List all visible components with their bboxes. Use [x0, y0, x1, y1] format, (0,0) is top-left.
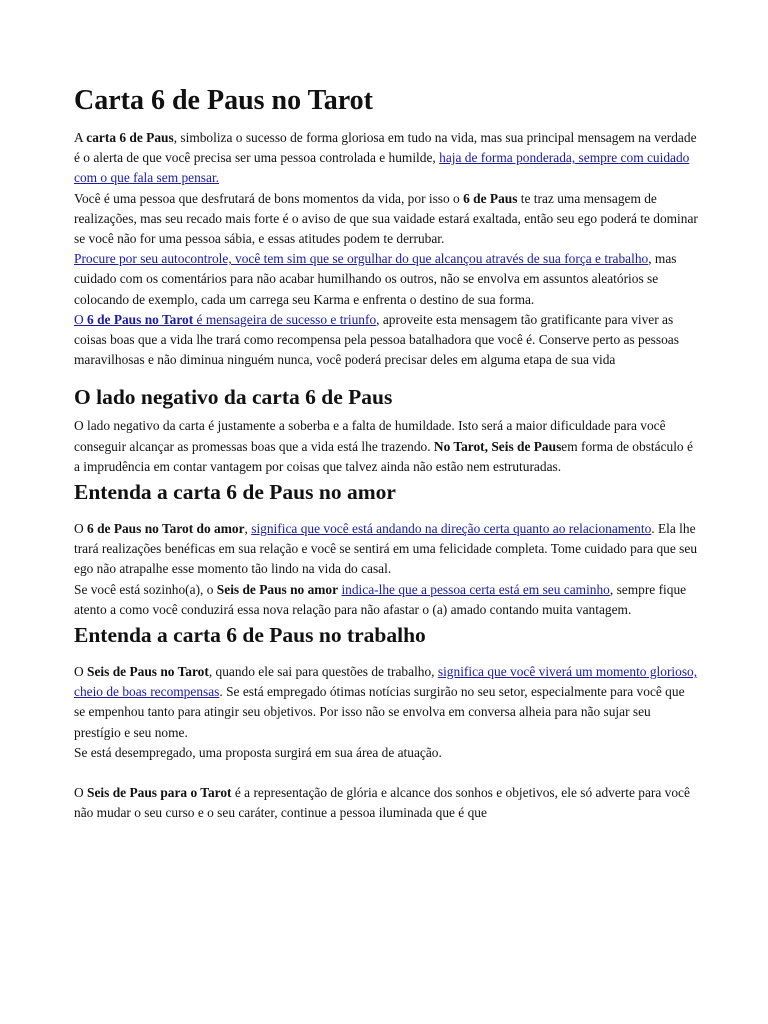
- document-page: [74, 82, 698, 823]
- bold-text: 6 de Paus: [463, 190, 518, 206]
- text: Se está desempregado, uma proposta surgirá em sua área de atuação.: [74, 744, 442, 760]
- link-procure-autocontrole[interactable]: Procure por seu autocontrole, você tem sim que se orgulhar do que alcançou através de sua força e trabalho: [74, 251, 649, 267]
- work-paragraph-1: [74, 662, 698, 743]
- text: , aproveite esta mensagem tão gratificante para viver as coisas boas que a vida lhe trará como recompensa pela pessoa batalhadora que você é. Conserve perto as pessoas maravilhosas e não diminua ninguém nunca, você poderá precisar deles em alguma etapa de sua vida: [74, 311, 679, 368]
- link-bold-text: 6 de Paus no Tarot: [87, 311, 194, 327]
- link-text: O: [74, 311, 88, 327]
- text: , simboliza o sucesso de forma gloriosa em tudo na vida, mas sua principal mensagem na verdade é o alerta de que você precisa ser uma pessoa controlada e humilde,: [74, 130, 697, 166]
- page-title: Carta 6 de Paus no Tarot: [74, 85, 373, 116]
- heading-amor: Entenda a carta 6 de Paus no amor: [74, 480, 396, 505]
- text: , sempre fique atento a como você conduzirá essa nova relação para não afastar o (a) amado contando muita vantagem.: [74, 581, 687, 617]
- text: . Ela lhe trará realizações benéficas em sua relação e você se sentirá em uma felicidade completa. Tome cuidado para que seu ego não atrapalhe esse momento tão lindo na vida do casal.: [74, 521, 698, 577]
- text: em forma de obstáculo é a imprudência em contar vantagem por coisas que talvez ainda não estão nem estruturadas.: [74, 438, 693, 474]
- bold-text: carta 6 de Paus: [86, 130, 174, 145]
- text: O: [74, 521, 88, 537]
- link-direcao-certa[interactable]: significa que você está andando na direção certa quanto ao relacionamento: [251, 521, 652, 537]
- love-paragraph-2: [74, 580, 698, 620]
- text: O: [74, 785, 88, 801]
- work-paragraph-2: [74, 743, 698, 763]
- love-paragraph-1: [74, 519, 698, 580]
- heading-trabalho: Entenda a carta 6 de Paus no trabalho: [74, 623, 426, 648]
- text: ,: [244, 521, 252, 537]
- link-momento-glorioso[interactable]: significa que você viverá um momento glorioso, cheio de boas recompensas: [74, 664, 698, 700]
- intro-paragraph-1: [74, 128, 698, 189]
- text: Você é uma pessoa que desfrutará de bons momentos da vida, por isso o: [74, 190, 464, 206]
- text: , quando ele sai para questões de trabalho,: [208, 664, 438, 680]
- bold-text: Seis de Paus no amor: [216, 581, 339, 597]
- link-mensageira-de-sucesso[interactable]: [74, 312, 376, 327]
- text: O lado negativo da carta é justamente a soberba e a falta de humildade. Isto será a maior dificuldade para você conseguir alcançar as promessas boas que a vida está lhe trazendo.: [74, 418, 666, 454]
- link-haja-de-forma-ponderada[interactable]: haja de forma ponderada, sempre com cuidado com o que fala sem pensar.: [74, 150, 690, 186]
- text: O: [74, 664, 88, 680]
- text: te traz uma mensagem de realizações, mas seu recado mais forte é o aviso de que sua vaidade estará exaltada, então seu ego poderá te dominar se você não for uma pessoa sábia, e essas atitudes podem te derrubar.: [74, 190, 698, 247]
- bold-text: Seis de Paus no Tarot: [87, 664, 209, 680]
- intro-paragraph-4: [74, 310, 698, 371]
- link-pessoa-certa[interactable]: indica-lhe que a pessoa certa está em seu caminho: [341, 581, 610, 597]
- text: A: [74, 130, 87, 145]
- bold-text: Seis de Paus para o Tarot: [87, 785, 232, 801]
- text: . Se está empregado ótimas notícias surgirão no seu setor, especialmente para você que se empenhou tanto para atingir seu objetivos. Por isso não se envolva em conversa alheia para não sujar seu prestígio e seu nome.: [74, 684, 685, 740]
- text: é a representação de glória e alcance dos sonhos e objetivos, ele só adverte para você não mudar o seu curso e o seu caráter, continue a pessoa iluminada que é que: [74, 785, 690, 821]
- negative-paragraph-1: [74, 416, 698, 477]
- bold-text: 6 de Paus no Tarot do amor: [87, 521, 245, 537]
- text: Se você está sozinho(a), o: [74, 581, 217, 597]
- paragraph-spacer: [74, 763, 698, 783]
- link-text: é mensageira de sucesso e triunfo: [193, 311, 377, 327]
- intro-paragraph-3: [74, 249, 698, 310]
- work-paragraph-3: [74, 783, 698, 823]
- intro-paragraph-2: [74, 189, 698, 250]
- text: , mas cuidado com os comentários para não acabar humilhando os outros, não se envolva em assuntos aleatórios se colocando de exemplo, cada um carrega seu Karma e enfrenta o destino de sua forma.: [74, 251, 677, 307]
- bold-text: No Tarot, Seis de Paus: [433, 438, 562, 454]
- heading-lado-negativo: O lado negativo da carta 6 de Paus: [74, 385, 393, 410]
